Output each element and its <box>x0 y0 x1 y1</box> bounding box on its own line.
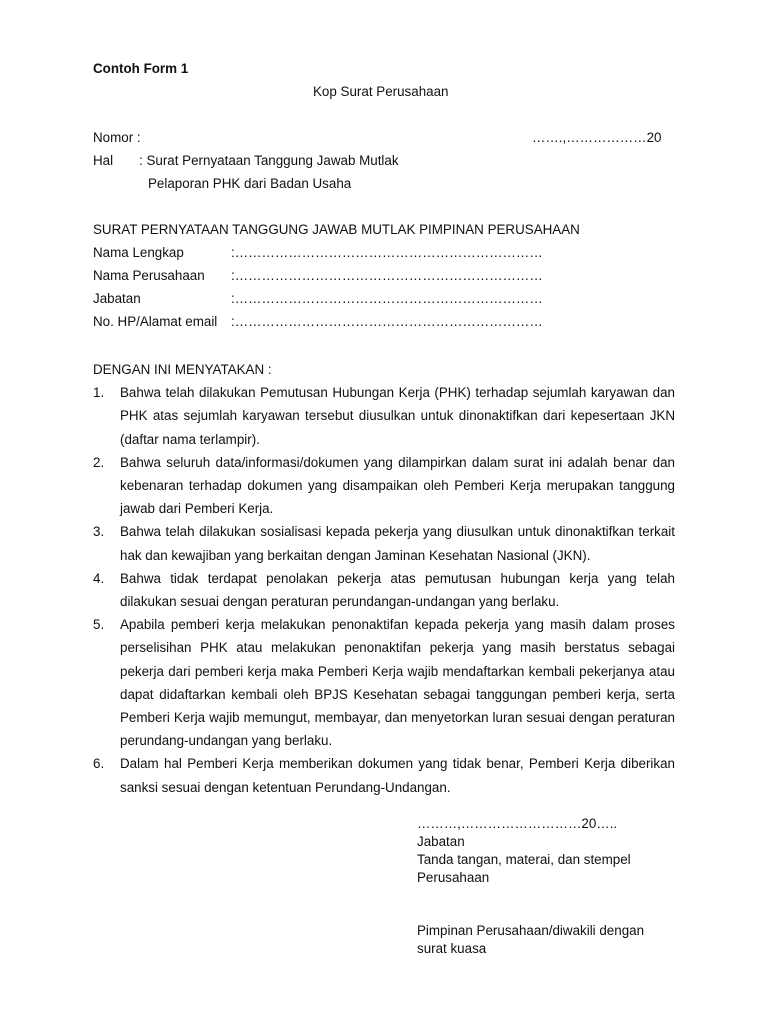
statement-text: Bahwa tidak terdapat penolakan pekerja atas pemutusan hubungan kerja yang telah dilakukan sesuai dengan peraturan perundangan-undangan yang berlaku. <box>120 570 675 610</box>
statement-text: Bahwa telah dilakukan sosialisasi kepada pekerja yang diusulkan untuk dinonaktifkan terkait hak dan kewajiban yang berkaitan dengan Jaminan Kesehatan Nasional (JKN). <box>120 524 675 563</box>
statement-item-5 <box>93 613 675 752</box>
date-line: …….,………………20 <box>532 130 662 145</box>
statement-number: 6. <box>93 756 105 772</box>
statement-text: Apabila pemberi kerja melakukan penonaktifan kepada pekerja yang masih dalam proses perselisihan PHK atau melakukan penonaktifan pekerja yang masih berstatus sebagai pekerja dari pemberi kerja maka Pemberi Kerja wajib mendaftarkan kembali pekerjanya atau dapat didaftarkan kembali oleh BPJS Kesehatan sebagai tanggungan pemberi kerja, serta Pemberi Kerja wajib memungut, membayar, dan menyetorkan luran sesuai dengan peraturan perundang-undangan yang berlaku. <box>120 617 675 749</box>
statement-item-6 <box>93 752 675 798</box>
statement-item-1 <box>93 381 675 451</box>
field-label: Jabatan <box>93 291 141 306</box>
statement-item-4 <box>93 567 675 613</box>
statement-heading: SURAT PERNYATAAN TANGGUNG JAWAB MUTLAK PIMPINAN PERUSAHAAN <box>93 222 580 237</box>
nomor-label: Nomor : <box>93 130 141 145</box>
field-blank: :…………………………………………………………… <box>231 291 543 306</box>
field-nama-perusahaan <box>93 268 543 283</box>
statement-number: 3. <box>93 524 105 540</box>
statement-text: Dalam hal Pemberi Kerja memberikan dokumen yang tidak benar, Pemberi Kerja diberikan sanksi sesuai dengan ketentuan Perundang-Undangan. <box>120 756 675 795</box>
field-label: No. HP/Alamat email <box>93 314 218 329</box>
field-label: Nama Lengkap <box>93 245 184 260</box>
field-blank: :…………………………………………………………… <box>231 314 543 329</box>
field-jabatan <box>93 291 543 306</box>
field-hp-email <box>93 314 543 329</box>
signature-note: Tanda tangan, materai, dan stempel Perusahaan <box>417 852 631 885</box>
statement-item-3 <box>93 520 675 566</box>
statement-number: 4. <box>93 570 105 586</box>
field-blank: :…………………………………………………………… <box>231 245 543 260</box>
form-label: Contoh Form 1 <box>93 61 189 76</box>
statement-text: Bahwa telah dilakukan Pemutusan Hubungan Kerja (PHK) terhadap sejumlah karyawan dan PHK atas sejumlah karyawan tersebut diusulkan untuk dinonaktifkan dari kepesertaan JKN (daftar nama terlampir). <box>120 385 675 447</box>
statement-text: Bahwa seluruh data/informasi/dokumen yang dilampirkan dalam surat ini adalah benar dan kebenaran terhadap dokumen yang disampaikan oleh Pemberi Kerja merupakan tanggung jawab dari Pemberi Kerja. <box>120 454 675 517</box>
field-label: Nama Perusahaan <box>93 268 205 283</box>
field-nama-lengkap <box>93 245 543 260</box>
declaration-heading: DENGAN INI MENYATAKAN : <box>93 362 272 377</box>
signature-place-date: ………,………………………20….. <box>417 816 618 831</box>
signature-signer: Pimpinan Perusahaan/diwakili dengan surat kuasa <box>417 923 645 956</box>
statement-number: 1. <box>93 385 105 401</box>
hal-label: Hal <box>93 153 114 168</box>
statement-item-2 <box>93 451 675 521</box>
letterhead-placeholder: Kop Surat Perusahaan <box>313 84 449 99</box>
signature-position: Jabatan <box>417 834 465 849</box>
statement-list <box>93 358 675 799</box>
hal-subject-line1: : Surat Pernyataan Tanggung Jawab Mutlak <box>139 153 399 168</box>
statement-number: 2. <box>93 454 105 470</box>
statement-number: 5. <box>93 617 105 633</box>
hal-subject-line2: Pelaporan PHK dari Badan Usaha <box>148 176 352 191</box>
field-blank: :…………………………………………………………… <box>231 268 543 283</box>
